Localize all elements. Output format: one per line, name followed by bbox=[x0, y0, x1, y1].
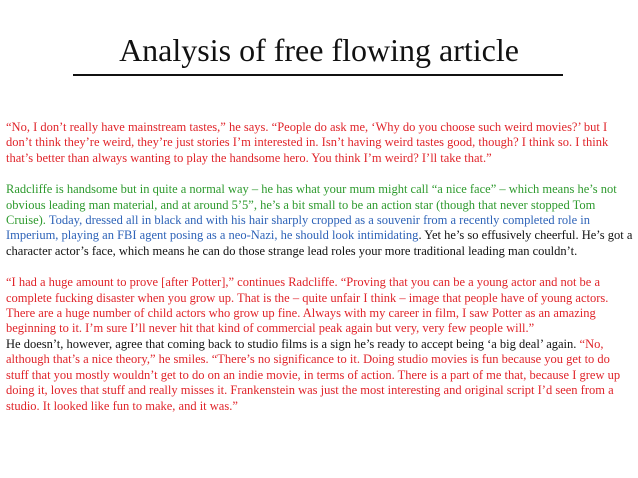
paragraph-quote-potter bbox=[6, 275, 634, 337]
narration-text: He doesn’t, however, agree that coming back to studio films is a sign he’s ready to accept being ‘a big deal’ again. bbox=[6, 336, 580, 351]
quote-text: “No, although that’s a nice theory,” he smiles. “There’s no significance to it. Doing studio movies is fun because you get to do stuff that you mostly wouldn’t get to do on an indie movie, in terms of action. There is a part of me that, because I grew up doing it, loves that stuff and really misses it. Frankenstein was just the most interesting and original script I’d seen from a studio. It looked like fun to make, and it was.” bbox=[6, 336, 621, 413]
paragraph-studio-films bbox=[6, 337, 634, 414]
quote-text: “No, I don’t really have mainstream tastes,” he says. “People do ask me, ‘Why do you choose such weird movies?’ but I don’t think they’re weird, they’re just stories I’m interested in. Isn’t having weird tastes good, though? I think so. I think that’s better than always wanting to play the handsome hero. You think I’m weird? I’ll take that.” bbox=[6, 120, 609, 165]
paragraph-quote-tastes bbox=[6, 120, 634, 166]
quote-text: “I had a huge amount to prove [after Potter],” continues Radcliffe. “Proving that you can be a young actor and not be a complete fucking disaster when you grow up. That is the – quite unfair I think – image that people have of young actors. There are a huge number of child actors who grow up fine. Always with my career in film, I saw Potter as an amazing beginning to it. I’m sure I’ll never hit that kind of commercial peak again but very, very few people will.” bbox=[6, 275, 609, 336]
paragraph-description bbox=[6, 182, 634, 259]
character-text: . Yet he’s so effusively cheerful. He’s got a character actor’s face, which means he can do those strange lead roles your more traditional leading man couldn’t. bbox=[6, 228, 633, 258]
article-body bbox=[6, 120, 634, 430]
description-text: Radcliffe is handsome but in quite a normal way – he has what your mum might call “a nice face” – which means he’s not obvious leading man material, and at around 5’5”, he’s a bit small to be an action star (though that never stopped Tom Cruise). bbox=[6, 182, 617, 228]
title-underline bbox=[73, 74, 563, 76]
appearance-text: Today, dressed all in black and with his hair sharply cropped as a souvenir from a recently completed role in Imperium, playing an FBI agent posing as a neo-Nazi, he should look intimidating bbox=[6, 213, 591, 243]
slide-title: Analysis of free flowing article bbox=[119, 32, 519, 68]
